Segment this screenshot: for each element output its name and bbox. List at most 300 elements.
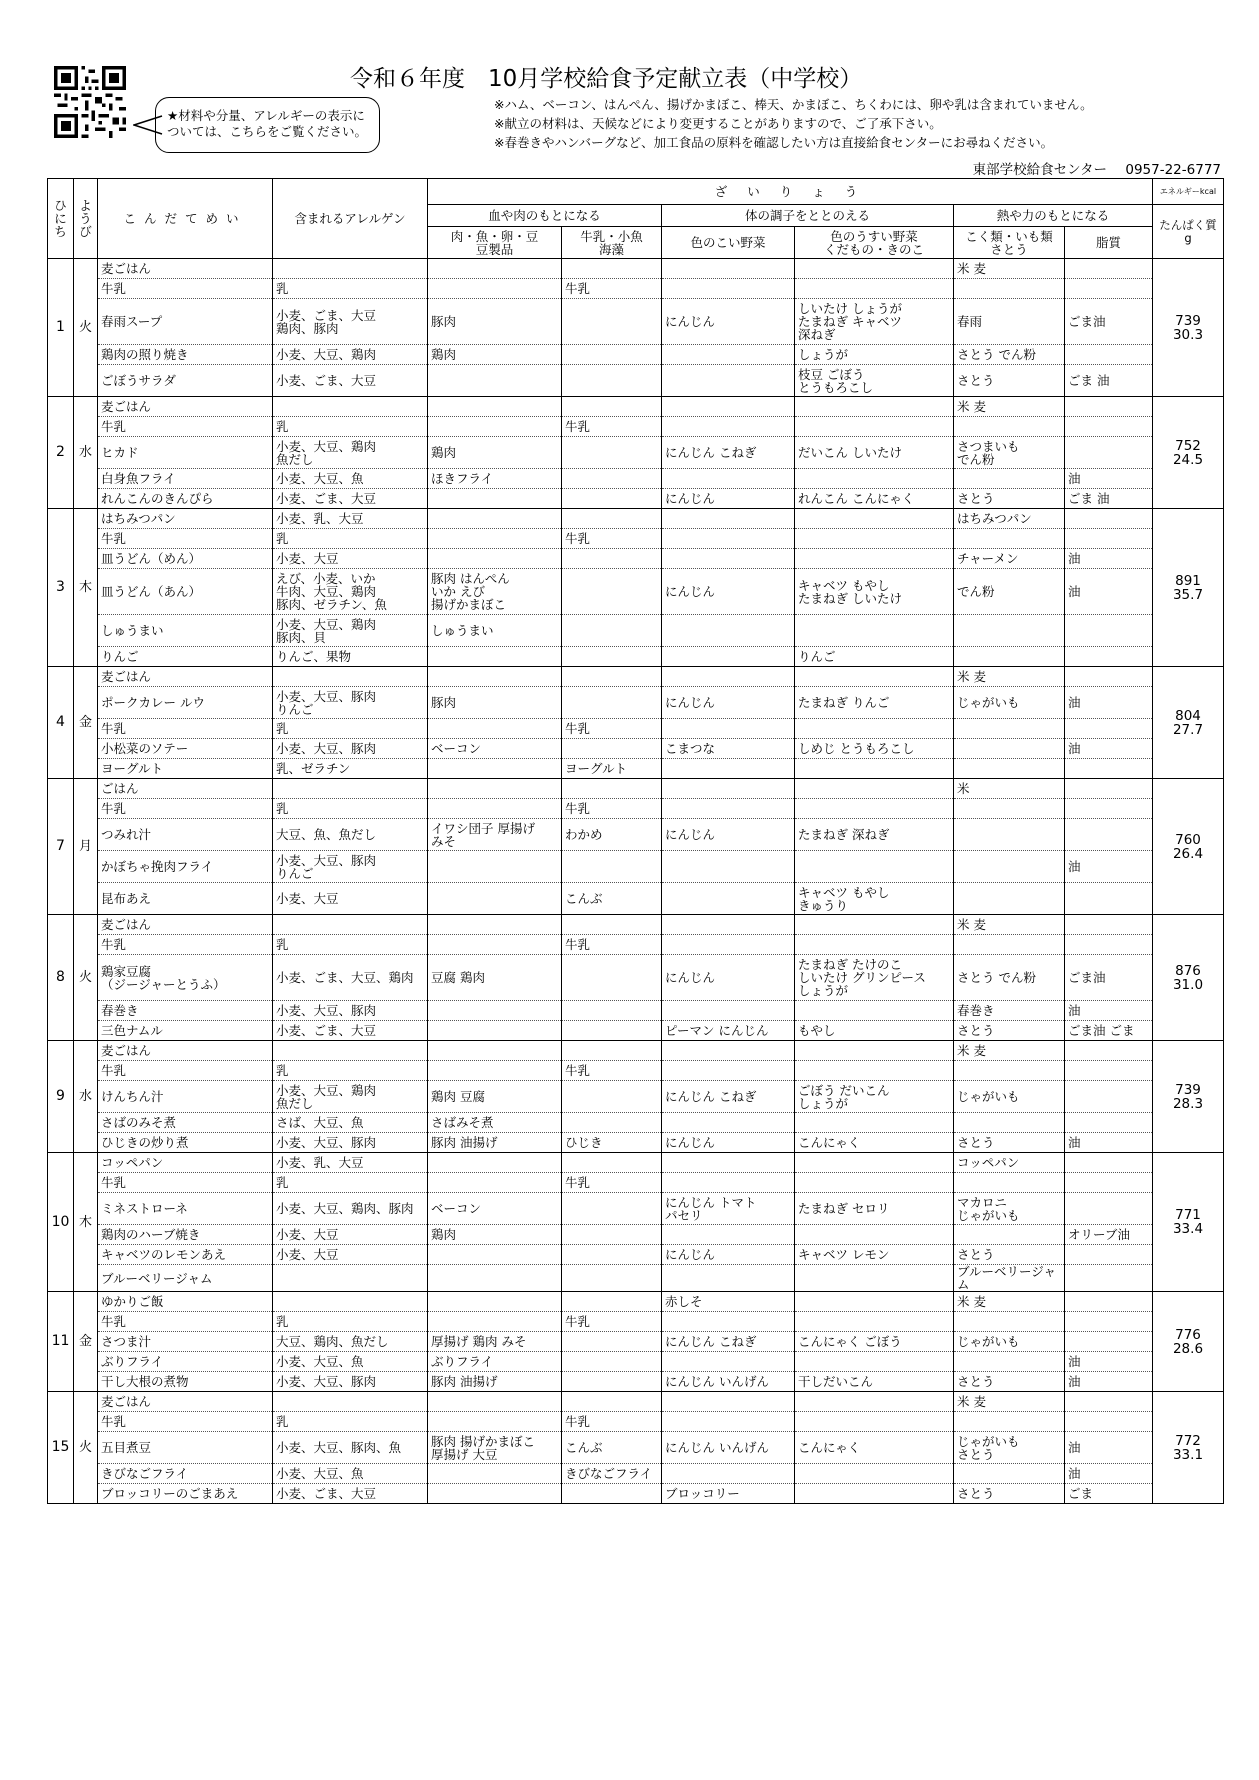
milk-cell [562, 1021, 662, 1041]
light-veg-cell [795, 915, 954, 935]
allergen-cell [273, 779, 428, 799]
milk-cell: 牛乳 [562, 417, 662, 437]
header-dow [74, 179, 98, 259]
milk-cell [562, 299, 662, 345]
protein-value: 26.4 [1172, 845, 1204, 862]
day-block [48, 1153, 1224, 1292]
qr-note-bubble [155, 97, 380, 153]
day-block [48, 259, 1224, 397]
note-item: ※ハム、ベーコン、はんぺん、揚げかまぼこ、棒天、かまぼこ、ちくわには、卵や乳は含まれていません。 [494, 97, 1093, 112]
table-row [48, 1432, 1224, 1464]
table-header [48, 179, 1224, 259]
allergen-cell: 小麦、ごま、大豆 [273, 1021, 428, 1041]
allergen-cell [273, 259, 428, 279]
meat-cell [428, 417, 562, 437]
grain-cell [954, 647, 1065, 667]
light-veg-cell [795, 1392, 954, 1412]
grain-cell [954, 1225, 1065, 1245]
meat-cell [428, 1412, 562, 1432]
fat-cell: 油 [1065, 739, 1153, 759]
dark-veg-cell: にんじん [662, 1245, 795, 1265]
fat-cell: ごま油 ごま [1065, 1021, 1153, 1041]
light-veg-cell: こんにゃく ごぼう [795, 1332, 954, 1352]
day-number: 7 [48, 779, 74, 915]
fat-cell: 油 [1065, 549, 1153, 569]
light-veg-cell [795, 1225, 954, 1245]
energy-value: 739 [1175, 312, 1201, 329]
fat-cell: ごま油 [1065, 955, 1153, 1001]
header-fat: 脂質 [1065, 227, 1153, 259]
table-row [48, 915, 1224, 935]
dish-name: しゅうまい [98, 615, 273, 647]
table-row [48, 345, 1224, 365]
allergen-cell: 小麦、大豆、豚肉、魚 [273, 1432, 428, 1464]
allergen-cell: 乳 [273, 1412, 428, 1432]
light-veg-cell [795, 549, 954, 569]
grain-cell: 米 麦 [954, 915, 1065, 935]
day-of-week: 火 [74, 259, 98, 397]
meat-cell [428, 549, 562, 569]
day-number: 15 [48, 1392, 74, 1504]
grain-cell: 春雨 [954, 299, 1065, 345]
table-row [48, 1372, 1224, 1392]
milk-cell [562, 1484, 662, 1504]
grain-cell: チャーメン [954, 549, 1065, 569]
day-of-week: 月 [74, 779, 98, 915]
dish-name: 三色ナムル [98, 1021, 273, 1041]
light-veg-cell [795, 759, 954, 779]
dark-veg-cell [662, 1041, 795, 1061]
meat-cell [428, 489, 562, 509]
meat-cell: 豚肉 [428, 687, 562, 719]
dark-veg-cell [662, 397, 795, 417]
fat-cell: 油 [1065, 469, 1153, 489]
header-day-label: ひ に ち [54, 198, 67, 239]
fat-cell: ごま 油 [1065, 365, 1153, 397]
header-meat: 肉・魚・卵・豆 豆製品 [428, 227, 562, 259]
dish-name: ごぼうサラダ [98, 365, 273, 397]
allergen-cell: 小麦、大豆、豚肉 [273, 1133, 428, 1153]
dark-veg-cell [662, 883, 795, 915]
dish-name: ヨーグルト [98, 759, 273, 779]
allergen-cell: 小麦、大豆、鶏肉 魚だし [273, 1081, 428, 1113]
meat-cell: 厚揚げ 鶏肉 みそ [428, 1332, 562, 1352]
allergen-cell: 小麦、大豆、鶏肉 [273, 345, 428, 365]
table-row [48, 647, 1224, 667]
fat-cell [1065, 615, 1153, 647]
dish-name: れんこんのきんぴら [98, 489, 273, 509]
table-row [48, 1225, 1224, 1245]
grain-cell [954, 739, 1065, 759]
milk-cell: 牛乳 [562, 799, 662, 819]
dark-veg-cell: にんじん [662, 955, 795, 1001]
grain-cell: さとう [954, 1133, 1065, 1153]
table-row [48, 397, 1224, 417]
dark-veg-cell [662, 529, 795, 549]
table-row [48, 955, 1224, 1001]
light-veg-cell: しめじ とうもろこし [795, 739, 954, 759]
dish-name: 牛乳 [98, 719, 273, 739]
light-veg-cell [795, 1312, 954, 1332]
allergen-cell: 小麦、大豆、魚 [273, 1352, 428, 1372]
grain-cell [954, 719, 1065, 739]
energy-value: 804 [1175, 707, 1201, 724]
day-number: 2 [48, 397, 74, 509]
allergen-cell [273, 1265, 428, 1292]
day-block [48, 667, 1224, 779]
table-row [48, 1332, 1224, 1352]
allergen-cell: 小麦、大豆、鶏肉 豚肉、貝 [273, 615, 428, 647]
dark-veg-cell [662, 1061, 795, 1081]
allergen-cell: 乳 [273, 279, 428, 299]
allergen-cell: 小麦、大豆、豚肉 りんご [273, 687, 428, 719]
milk-cell: わかめ [562, 819, 662, 851]
meat-cell [428, 1001, 562, 1021]
dish-name: 牛乳 [98, 1173, 273, 1193]
day-block [48, 1392, 1224, 1504]
dark-veg-cell: にんじん [662, 489, 795, 509]
meat-cell [428, 1061, 562, 1081]
table-row [48, 1153, 1224, 1173]
allergen-cell [273, 1292, 428, 1312]
milk-cell [562, 739, 662, 759]
milk-cell [562, 1153, 662, 1173]
grain-cell [954, 1352, 1065, 1372]
dish-name: 牛乳 [98, 529, 273, 549]
light-veg-cell: キャベツ もやし たまねぎ しいたけ [795, 569, 954, 615]
table-row [48, 1173, 1224, 1193]
allergen-cell: 小麦、大豆、魚 [273, 469, 428, 489]
dish-name: けんちん汁 [98, 1081, 273, 1113]
grain-cell: 米 麦 [954, 259, 1065, 279]
milk-cell [562, 1001, 662, 1021]
fat-cell: 油 [1065, 1464, 1153, 1484]
table-row [48, 1193, 1224, 1225]
fat-cell [1065, 819, 1153, 851]
dish-name: 春雨スープ [98, 299, 273, 345]
meat-cell [428, 365, 562, 397]
dark-veg-cell: にんじん いんげん [662, 1432, 795, 1464]
dark-veg-cell [662, 1312, 795, 1332]
milk-cell [562, 687, 662, 719]
grain-cell: 米 [954, 779, 1065, 799]
milk-cell [562, 509, 662, 529]
fat-cell [1065, 779, 1153, 799]
grain-cell: さつまいも でん粉 [954, 437, 1065, 469]
light-veg-cell [795, 259, 954, 279]
dark-veg-cell [662, 779, 795, 799]
milk-cell [562, 1113, 662, 1133]
protein-value: 31.0 [1172, 976, 1204, 993]
meat-cell [428, 799, 562, 819]
day-number: 10 [48, 1153, 74, 1292]
meat-cell: 豚肉 油揚げ [428, 1133, 562, 1153]
light-veg-cell: しいたけ しょうが たまねぎ キャベツ 深ねぎ [795, 299, 954, 345]
dark-veg-cell [662, 719, 795, 739]
light-veg-cell [795, 469, 954, 489]
light-veg-cell [795, 851, 954, 883]
dish-name: 牛乳 [98, 417, 273, 437]
grain-cell: さとう [954, 365, 1065, 397]
grain-cell: じゃがいも [954, 1081, 1065, 1113]
meat-cell: ぶりフライ [428, 1352, 562, 1372]
protein-value: 28.3 [1172, 1095, 1204, 1112]
meat-cell: しゅうまい [428, 615, 562, 647]
dark-veg-cell: こまつな [662, 739, 795, 759]
dark-veg-cell [662, 1352, 795, 1372]
dark-veg-cell [662, 759, 795, 779]
center-info [959, 158, 1221, 178]
light-veg-cell [795, 1484, 954, 1504]
milk-cell [562, 1225, 662, 1245]
milk-cell [562, 615, 662, 647]
meat-cell [428, 1153, 562, 1173]
dark-veg-cell [662, 1392, 795, 1412]
fat-cell [1065, 529, 1153, 549]
dark-veg-cell [662, 1412, 795, 1432]
note-item: ※献立の材料は、天候などにより変更することがありますので、ご了承下さい。 [494, 116, 942, 131]
grain-cell: コッペパン [954, 1153, 1065, 1173]
table-row [48, 667, 1224, 687]
milk-cell: 牛乳 [562, 1061, 662, 1081]
light-veg-cell [795, 1113, 954, 1133]
day-number: 9 [48, 1041, 74, 1153]
meat-cell [428, 1265, 562, 1292]
grain-cell [954, 1464, 1065, 1484]
dish-name: 牛乳 [98, 1412, 273, 1432]
table-row [48, 1061, 1224, 1081]
milk-cell: 牛乳 [562, 529, 662, 549]
grain-cell: でん粉 [954, 569, 1065, 615]
day-block [48, 1292, 1224, 1392]
fat-cell [1065, 1265, 1153, 1292]
fat-cell [1065, 1041, 1153, 1061]
milk-cell: 牛乳 [562, 719, 662, 739]
center-name: 東部学校給食センター [972, 162, 1108, 178]
milk-cell [562, 1332, 662, 1352]
day-block [48, 1041, 1224, 1153]
fat-cell [1065, 509, 1153, 529]
table-row [48, 1245, 1224, 1265]
light-veg-cell: れんこん こんにゃく [795, 489, 954, 509]
dish-name: 麦ごはん [98, 915, 273, 935]
grain-cell [954, 1173, 1065, 1193]
table-row [48, 569, 1224, 615]
allergen-cell: 小麦、ごま、大豆 [273, 365, 428, 397]
allergen-cell: 大豆、魚、魚だし [273, 819, 428, 851]
nutrition-cell [1153, 397, 1224, 509]
allergen-cell: 小麦、大豆 [273, 1225, 428, 1245]
allergen-cell: 大豆、鶏肉、魚だし [273, 1332, 428, 1352]
dark-veg-cell [662, 1225, 795, 1245]
center-phone: 0957-22-6777 [1125, 162, 1221, 178]
fat-cell: 油 [1065, 569, 1153, 615]
grain-cell: じゃがいも [954, 687, 1065, 719]
nutrition-cell [1153, 509, 1224, 667]
day-of-week: 火 [74, 915, 98, 1041]
dark-veg-cell [662, 647, 795, 667]
light-veg-cell: たまねぎ 深ねぎ [795, 819, 954, 851]
dark-veg-cell: にんじん いんげん [662, 1372, 795, 1392]
dark-veg-cell: にんじん [662, 569, 795, 615]
day-number: 8 [48, 915, 74, 1041]
table-row [48, 819, 1224, 851]
meat-cell: 豚肉 油揚げ [428, 1372, 562, 1392]
fat-cell [1065, 883, 1153, 915]
fat-cell [1065, 1332, 1153, 1352]
grain-cell [954, 1113, 1065, 1133]
allergen-cell: 小麦、ごま、大豆 鶏肉、豚肉 [273, 299, 428, 345]
allergen-cell: えび、小麦、いか 牛肉、大豆、鶏肉 豚肉、ゼラチン、魚 [273, 569, 428, 615]
dark-veg-cell [662, 279, 795, 299]
light-veg-cell: キャベツ もやし きゅうり [795, 883, 954, 915]
light-veg-cell [795, 1001, 954, 1021]
light-veg-cell: こんにゃく [795, 1133, 954, 1153]
table-row [48, 1312, 1224, 1332]
light-veg-cell [795, 719, 954, 739]
table-row [48, 437, 1224, 469]
dark-veg-cell: にんじん トマト パセリ [662, 1193, 795, 1225]
dark-veg-cell [662, 1173, 795, 1193]
light-veg-cell: ごぼう だいこん しょうが [795, 1081, 954, 1113]
header-group-red: 血や肉のもとになる [428, 205, 662, 227]
energy-value: 739 [1175, 1081, 1201, 1098]
dish-name: ひじきの炒り煮 [98, 1133, 273, 1153]
light-veg-cell: たまねぎ りんご [795, 687, 954, 719]
header-group-green: 体の調子をととのえる [662, 205, 954, 227]
dish-name: 鶏肉の照り焼き [98, 345, 273, 365]
table-row [48, 365, 1224, 397]
day-of-week: 水 [74, 1041, 98, 1153]
dish-name: ぶりフライ [98, 1352, 273, 1372]
nutrition-cell [1153, 1153, 1224, 1292]
energy-value: 876 [1175, 962, 1201, 979]
milk-cell [562, 569, 662, 615]
meat-cell: 鶏肉 豆腐 [428, 1081, 562, 1113]
milk-cell: 牛乳 [562, 1412, 662, 1432]
table-row [48, 851, 1224, 883]
meat-cell [428, 915, 562, 935]
meat-cell: 鶏肉 [428, 345, 562, 365]
milk-cell: 牛乳 [562, 1312, 662, 1332]
allergen-cell: りんご、果物 [273, 647, 428, 667]
fat-cell: 油 [1065, 687, 1153, 719]
header-group-yellow: 熱や力のもとになる [954, 205, 1153, 227]
light-veg-cell [795, 1173, 954, 1193]
table-row [48, 615, 1224, 647]
table-row [48, 1113, 1224, 1133]
dish-name: ポークカレー ルウ [98, 687, 273, 719]
light-veg-cell [795, 279, 954, 299]
day-of-week: 水 [74, 397, 98, 509]
meat-cell: 鶏肉 [428, 437, 562, 469]
meat-cell [428, 883, 562, 915]
dish-name: キャベツのレモンあえ [98, 1245, 273, 1265]
grain-cell [954, 883, 1065, 915]
meat-cell: 豚肉 はんぺん いか えび 揚げかまぼこ [428, 569, 562, 615]
dish-name: きびなごフライ [98, 1464, 273, 1484]
header-protein: たんぱく質 g [1153, 205, 1224, 259]
grain-cell: マカロニ じゃがいも [954, 1193, 1065, 1225]
fat-cell [1065, 1113, 1153, 1133]
milk-cell [562, 397, 662, 417]
fat-cell [1065, 345, 1153, 365]
allergen-cell: 小麦、ごま、大豆 [273, 1484, 428, 1504]
grain-cell: 米 麦 [954, 397, 1065, 417]
dish-name: 牛乳 [98, 799, 273, 819]
meat-cell [428, 1464, 562, 1484]
allergen-cell: 小麦、ごま、大豆 [273, 489, 428, 509]
grain-cell [954, 417, 1065, 437]
table-row [48, 259, 1224, 279]
allergen-cell: 小麦、大豆、豚肉 [273, 1001, 428, 1021]
meat-cell [428, 1484, 562, 1504]
fat-cell [1065, 647, 1153, 667]
table-row [48, 779, 1224, 799]
milk-cell [562, 1352, 662, 1372]
dark-veg-cell [662, 509, 795, 529]
milk-cell [562, 1193, 662, 1225]
allergen-cell [273, 1392, 428, 1412]
header-dow-label: よ う び [79, 198, 92, 239]
fat-cell [1065, 915, 1153, 935]
fat-cell: 油 [1065, 851, 1153, 883]
dish-name: つみれ汁 [98, 819, 273, 851]
grain-cell [954, 759, 1065, 779]
energy-value: 891 [1175, 572, 1201, 589]
meat-cell: ベーコン [428, 739, 562, 759]
milk-cell [562, 345, 662, 365]
fat-cell [1065, 759, 1153, 779]
table-row [48, 687, 1224, 719]
dish-name: 五目煮豆 [98, 1432, 273, 1464]
grain-cell: じゃがいも [954, 1332, 1065, 1352]
grain-cell: 米 麦 [954, 667, 1065, 687]
dish-name: ヒカド [98, 437, 273, 469]
light-veg-cell: たまねぎ セロリ [795, 1193, 954, 1225]
allergen-cell: 小麦、大豆 [273, 883, 428, 915]
milk-cell: ひじき [562, 1133, 662, 1153]
dark-veg-cell: 赤しそ [662, 1292, 795, 1312]
light-veg-cell [795, 1061, 954, 1081]
meat-cell [428, 397, 562, 417]
dish-name: 牛乳 [98, 935, 273, 955]
dish-name: 昆布あえ [98, 883, 273, 915]
milk-cell [562, 915, 662, 935]
grain-cell [954, 799, 1065, 819]
protein-value: 30.3 [1172, 326, 1204, 343]
light-veg-cell [795, 615, 954, 647]
day-number: 1 [48, 259, 74, 397]
grain-cell: 米 麦 [954, 1041, 1065, 1061]
grain-cell: 春巻き [954, 1001, 1065, 1021]
light-veg-cell [795, 779, 954, 799]
qr-code[interactable] [54, 66, 126, 138]
milk-cell: ヨーグルト [562, 759, 662, 779]
meat-cell: さばみそ煮 [428, 1113, 562, 1133]
day-of-week: 金 [74, 667, 98, 779]
fat-cell [1065, 279, 1153, 299]
light-veg-cell [795, 1352, 954, 1372]
dark-veg-cell [662, 1464, 795, 1484]
table-row [48, 489, 1224, 509]
table-row [48, 1352, 1224, 1372]
table-row [48, 469, 1224, 489]
light-veg-cell: だいこん しいたけ [795, 437, 954, 469]
light-veg-cell: 枝豆 ごぼう とうもろこし [795, 365, 954, 397]
table-row [48, 799, 1224, 819]
grain-cell: ブルーベリージャム [954, 1265, 1065, 1292]
